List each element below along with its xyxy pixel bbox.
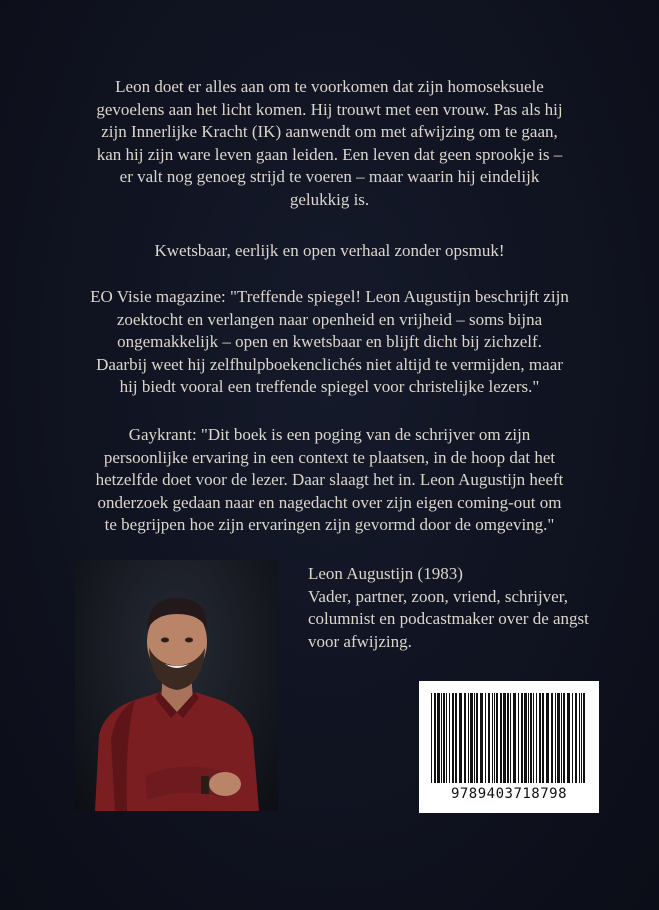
barcode-bar bbox=[455, 693, 457, 783]
barcode-bar bbox=[557, 693, 560, 783]
barcode-bar bbox=[459, 693, 462, 783]
barcode-bar bbox=[503, 693, 506, 783]
barcode-bar bbox=[500, 693, 502, 783]
barcode-bar bbox=[533, 693, 534, 783]
barcode-bar bbox=[539, 693, 541, 783]
barcode-bar bbox=[583, 693, 585, 783]
barcode-bar bbox=[579, 693, 580, 783]
barcode-bar bbox=[443, 693, 445, 783]
barcode-bar bbox=[449, 693, 450, 783]
barcode-bar bbox=[528, 693, 529, 783]
author-photo bbox=[75, 560, 278, 811]
barcode-bar bbox=[551, 693, 553, 783]
barcode-bar bbox=[494, 693, 495, 783]
isbn-number: 9789403718798 bbox=[450, 786, 568, 802]
barcode-bar bbox=[524, 693, 527, 783]
barcode-bar bbox=[492, 693, 493, 783]
isbn-barcode bbox=[419, 681, 599, 813]
barcode-bars bbox=[419, 681, 599, 789]
barcode-bar bbox=[441, 693, 442, 783]
barcode-bar bbox=[542, 693, 544, 783]
barcode-bar bbox=[530, 693, 532, 783]
barcode-bar bbox=[488, 693, 490, 783]
author-bio-line: columnist en podcastmaker over de angst bbox=[308, 609, 589, 628]
blurb-paragraph: Leon doet er alles aan om te voorkomen dat zijn homoseksuele gevoelens aan het licht komen. Hij trouwt met een vrouw. Pas als hij zijn Innerlijke Kracht (IK) aanwendt om met afwijzing om te gaan, kan hij zijn ware leven gaan leiden. Een leven dat geen sprookje is – er valt nog genoeg strijd te voeren – maar waarin hij eindelijk gelukkig is. bbox=[96, 77, 563, 209]
barcode-bar bbox=[555, 693, 556, 783]
barcode-bar bbox=[431, 693, 432, 783]
barcode-bar bbox=[496, 693, 498, 783]
barcode-bar bbox=[513, 693, 516, 783]
review-gaykrant: Gaykrant: "Dit boek is een poging van de schrijver om zijn persoonlijke ervaring in een context te plaatsen, in de hoop dat het hetzelfde doet voor de lezer. Daar slaagt het in. Leon Augustijn heeft onderzoek gedaan naar en nagedacht over zijn eigen coming-out om te begrijpen hoe zijn ervaringen zijn gevormd door de omgeving." bbox=[95, 425, 564, 534]
tagline: Kwetsbaar, eerlijk en open verhaal zonder opsmuk! bbox=[154, 241, 505, 260]
barcode-bar bbox=[470, 693, 473, 783]
barcode-bar bbox=[567, 693, 570, 783]
barcode-bar bbox=[521, 693, 523, 783]
barcode-bar bbox=[575, 693, 577, 783]
barcode-bar bbox=[561, 693, 562, 783]
barcode-bar bbox=[434, 693, 436, 783]
barcode-bar bbox=[546, 693, 549, 783]
barcode-bar bbox=[518, 693, 519, 783]
barcode-bar bbox=[536, 693, 537, 783]
author-bio-line: voor afwijzing. bbox=[308, 631, 412, 651]
barcode-bar bbox=[468, 693, 469, 783]
barcode-bar bbox=[480, 693, 483, 783]
barcode-bar bbox=[581, 693, 582, 783]
barcode-bar bbox=[452, 693, 454, 783]
barcode-bar bbox=[437, 693, 440, 783]
author-bio bbox=[308, 563, 628, 653]
barcode-bar bbox=[476, 693, 478, 783]
barcode-bar bbox=[464, 693, 466, 783]
author-name: Leon Augustijn (1983) bbox=[308, 564, 463, 583]
barcode-bar bbox=[572, 693, 573, 783]
barcode-bar bbox=[446, 693, 447, 783]
review-eo-visie: EO Visie magazine: "Treffende spiegel! Leon Augustijn beschrijft zijn zoektocht en verlangen naar openheid en vrijheid – soms bijna ongemakkelijk – open en kwetsbaar en blijft dicht bij zichzelf. Daarbij weet hij zelfhulpboekenclichés niet altijd te vermijden, maar hij biedt vooral een treffende spiegel voor christelijke lezers." bbox=[90, 287, 569, 396]
barcode-bar bbox=[474, 693, 475, 783]
author-bio-line: Vader, partner, zoon, vriend, schrijver, bbox=[308, 586, 568, 606]
barcode-bar bbox=[563, 693, 565, 783]
barcode-bar bbox=[510, 693, 511, 783]
barcode-bar bbox=[485, 693, 486, 783]
barcode-bar bbox=[507, 693, 509, 783]
